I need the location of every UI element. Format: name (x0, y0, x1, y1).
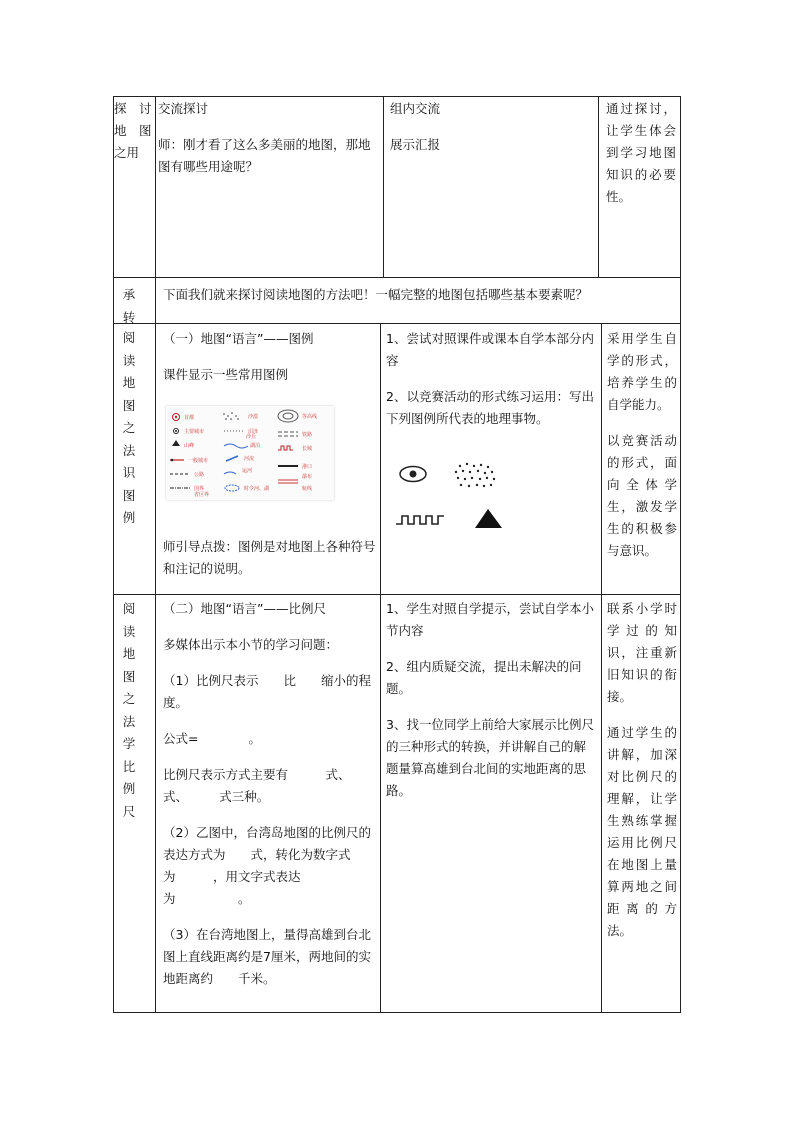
activity-item: 1、学生对照自学提示，尝试自学本小节内容 (386, 601, 594, 638)
topic-line: 之用 (114, 145, 140, 160)
row1-content (158, 98, 380, 178)
activity-item: 1、尝试对照课件或课本自学本部分内容 (386, 331, 594, 368)
legend-label: 等高线 (302, 414, 318, 420)
teacher-question: 师：刚才看了这么多美丽的地图，那地图有哪些用途呢？ (158, 137, 371, 174)
row1-topic (114, 98, 154, 164)
topic-line: 探 讨 (114, 101, 152, 116)
topic-char: 识 (122, 465, 136, 480)
section-heading: 交流探讨 (158, 101, 209, 116)
legend-label: 首都 (184, 415, 195, 421)
legend-label: 公路 (194, 472, 205, 478)
activity-item: 3、找一位同学上前给大家展示比例尺的三种形式的转换，并讲解自己的解题量算高雄到台北间的实地距离的思路。 (386, 717, 594, 798)
question-1b: 比例尺表示方式主要有 式、 式、 式三种。 (163, 767, 382, 804)
row4-topic (118, 598, 140, 823)
topic-char: 图 (122, 487, 136, 503)
topic-line: 地 图 (114, 123, 152, 138)
topic-char: 之 (122, 691, 136, 706)
activity-item: 2、以竞赛活动的形式练习运用：写出下列图例所代表的地理事物。 (386, 389, 594, 426)
topic-char: 之 (122, 420, 136, 435)
purpose-text: 通过学生的讲解，加深对比例尺的理解，让学生熟练掌握运用比例尺在地图上量算两地之间距离的方法。 (607, 725, 677, 938)
row1-activity (390, 98, 595, 156)
section-title: （一）地图“语言”——图例 (163, 331, 314, 346)
row3-activity (386, 328, 598, 430)
row-divider (113, 323, 681, 324)
topic-char: 尺 (122, 803, 136, 819)
column-divider (155, 96, 156, 1013)
activity-item: 展示汇报 (390, 137, 441, 152)
section-title: （二）地图“语言”——比例尺 (163, 601, 326, 616)
legend-label: 一般城市 (188, 458, 209, 464)
row4-content (163, 598, 382, 990)
legend-label: 港口 (302, 464, 313, 470)
row4-activity (386, 598, 598, 802)
mountain-peak-symbol (475, 509, 502, 528)
topic-char: 承 (122, 287, 136, 302)
topic-char: 读 (122, 623, 136, 639)
question-1a: （1）比例尺表示 比 缩小的程度。 (163, 673, 371, 710)
legend-label: 主要城市 (184, 429, 205, 435)
topic-char: 地 (122, 646, 136, 661)
purpose-text: 采用学生自学的形式，培养学生的自学能力。 (607, 331, 677, 412)
topic-char: 例 (122, 510, 136, 525)
legend-label: 航线 (302, 486, 313, 492)
topic-char: 法 (122, 442, 136, 458)
activity-item: 组内交流 (390, 101, 441, 116)
purpose-text: 通过探讨，让学生体会到学习地图知识的必要性。 (606, 101, 676, 204)
row1-purpose (606, 98, 676, 208)
column-divider (380, 323, 381, 1013)
purpose-text: 联系小学时学过的知识，注重新旧知识的衔接。 (607, 601, 677, 704)
row-divider (113, 594, 681, 595)
legend-label: 山峰 (184, 443, 195, 449)
topic-char: 比 (122, 758, 136, 774)
legend-label: 省区界 (194, 492, 210, 498)
topic-char: 学 (122, 736, 136, 751)
legend-label: 湖泊 (250, 443, 261, 449)
topic-char: 阅 (122, 330, 136, 345)
row-divider (113, 277, 681, 278)
legend-label: 铁路 (302, 432, 313, 438)
legend-label: 瀑布 (302, 474, 313, 480)
column-divider (598, 96, 599, 277)
row2-topic (118, 284, 140, 329)
question-2: （2）乙图中，台湾岛地图的比例尺的表达方式为 式，转化为数字式为 ，用文字式表达为 。 (163, 825, 371, 906)
map-legend-image (166, 406, 334, 500)
topic-char: 地 (122, 375, 136, 390)
great-wall-symbol (396, 516, 444, 524)
teacher-guide: 师引导点拨：图例是对地图上各种符号和注记的说明。 (163, 539, 376, 576)
legend-label: 沼泽 (248, 429, 259, 435)
legend-label: 时令河、湖 (244, 486, 270, 492)
topic-char: 例 (122, 781, 136, 796)
column-divider (383, 96, 384, 277)
courseware-note: 课件显示一些常用图例 (163, 367, 289, 382)
topic-char: 读 (122, 352, 136, 368)
transition-text: 下面我们就来探讨阅读地图的方法吧！一幅完整的地图包括哪些基本要素呢？ (163, 287, 589, 302)
legend-label: 国界 (194, 486, 205, 492)
row3-content (163, 328, 377, 386)
activity-item: 2、组内质疑交流，提出未解决的问题。 (386, 659, 582, 696)
quiz-symbols (392, 458, 592, 538)
column-divider (601, 323, 602, 1013)
legend-label: 沙丘 (246, 434, 257, 440)
row4-purpose (607, 598, 677, 942)
legend-label: 河流 (244, 456, 255, 462)
topic-char: 转 (122, 309, 136, 325)
eye-symbol (400, 467, 426, 482)
legend-label: 沙漠 (248, 414, 259, 420)
row3-guide (163, 536, 377, 580)
row3-topic (118, 327, 140, 530)
intro-text: 多媒体出示本小节的学习问题： (163, 637, 339, 652)
dotted-desert-symbol (455, 463, 495, 487)
question-3: （3）在台湾地图上，量得高雄到台北图上直线距离约是7厘米，两地间的实地距离约 千米。 (163, 927, 371, 986)
topic-char: 阅 (122, 601, 136, 616)
row2-content (163, 284, 678, 306)
legend-label: 运河 (242, 468, 253, 474)
purpose-text: 以竞赛活动的形式，面向全体学生，激发学生的积极参与意识。 (607, 433, 677, 558)
topic-char: 法 (122, 713, 136, 729)
row3-purpose (607, 328, 677, 562)
legend-label: 长城 (302, 446, 313, 452)
topic-char: 图 (122, 668, 136, 684)
topic-char: 图 (122, 397, 136, 413)
formula-line: 公式= 。 (163, 731, 261, 746)
